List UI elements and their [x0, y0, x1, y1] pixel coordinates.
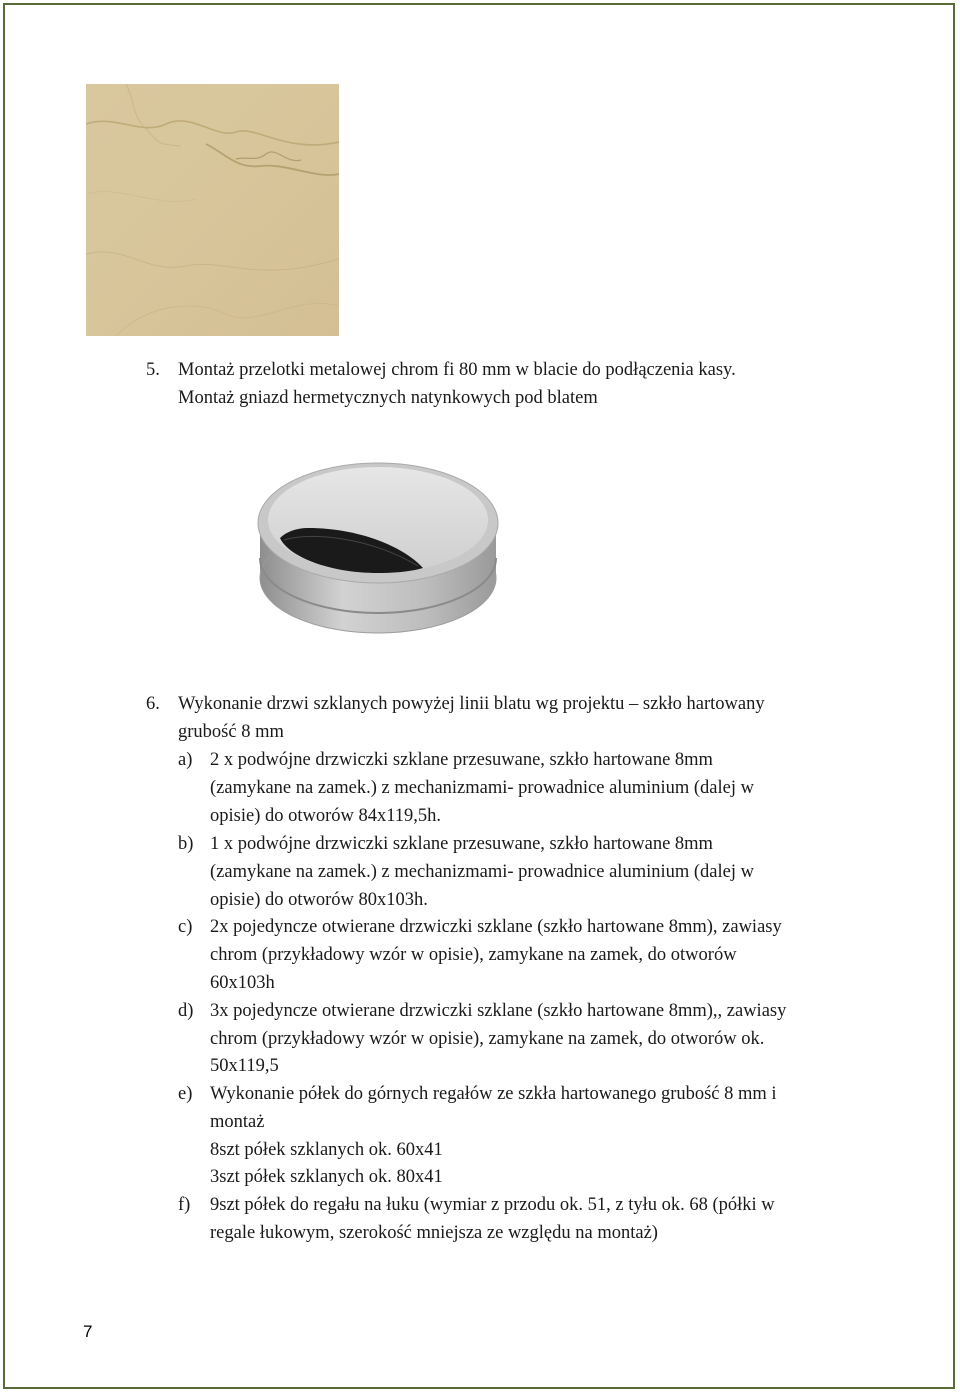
- page-number: 7: [83, 1322, 93, 1341]
- subitem-a-line-2: (zamykane na zamek.) z mechanizmami- prowadnice aluminium (dalej w: [210, 778, 754, 798]
- chrome-cable-grommet-icon: [248, 428, 508, 653]
- subitem-d-line-3: 50x119,5: [210, 1056, 279, 1076]
- item-6-line-1: Wykonanie drzwi szklanych powyżej linii blatu wg projektu – szkło hartowany: [178, 694, 765, 714]
- subitem-a-letter: a): [178, 750, 193, 770]
- item-5-line-2: Montaż gniazd hermetycznych natynkowych pod blatem: [178, 388, 598, 408]
- subitem-b-line-2: (zamykane na zamek.) z mechanizmami- prowadnice aluminium (dalej w: [210, 862, 754, 882]
- subitem-a-line-1: 2 x podwójne drzwiczki szklane przesuwane, szkło hartowane 8mm: [210, 750, 713, 770]
- subitem-b-line-1: 1 x podwójne drzwiczki szklane przesuwane, szkło hartowane 8mm: [210, 834, 713, 854]
- subitem-e-letter: e): [178, 1084, 193, 1104]
- subitem-d-line-2: chrom (przykładowy wzór w opisie), zamykane na zamek, do otworów ok.: [210, 1029, 765, 1049]
- subitem-e-line-4: 3szt półek szklanych ok. 80x41: [210, 1167, 443, 1187]
- subitem-e-line-2: montaż: [210, 1112, 265, 1132]
- subitem-e-line-1: Wykonanie półek do górnych regałów ze szkła hartowanego grubość 8 mm i: [210, 1084, 777, 1104]
- grommet-image: [248, 428, 508, 653]
- item-6-number: 6.: [146, 694, 160, 714]
- item-6-line-2: grubość 8 mm: [178, 722, 284, 742]
- subitem-a-line-3: opisie) do otworów 84x119,5h.: [210, 806, 442, 826]
- subitem-e-line-3: 8szt półek szklanych ok. 60x41: [210, 1140, 443, 1160]
- subitem-f-letter: f): [178, 1195, 191, 1215]
- subitem-d-letter: d): [178, 1001, 194, 1021]
- subitem-f-line-1: 9szt półek do regału na łuku (wymiar z przodu ok. 51, z tyłu ok. 68 (półki w: [210, 1195, 775, 1215]
- marble-sample-image: [86, 84, 339, 336]
- subitem-d-line-1: 3x pojedyncze otwierane drzwiczki szklane (szkło hartowane 8mm),, zawiasy: [210, 1001, 787, 1021]
- subitem-c-letter: c): [178, 917, 193, 937]
- subitem-c-line-1: 2x pojedyncze otwierane drzwiczki szklane (szkło hartowane 8mm), zawiasy: [210, 917, 782, 937]
- subitem-c-line-3: 60x103h: [210, 973, 275, 993]
- item-5-line-1: Montaż przelotki metalowej chrom fi 80 mm w blacie do podłączenia kasy.: [178, 360, 736, 380]
- subitem-c-line-2: chrom (przykładowy wzór w opisie), zamykane na zamek, do otworów: [210, 945, 737, 965]
- item-5-number: 5.: [146, 360, 160, 380]
- subitem-f-line-2: regale łukowym, szerokość mniejsza ze względu na montaż): [210, 1223, 658, 1243]
- marble-texture-icon: [86, 84, 339, 336]
- subitem-b-letter: b): [178, 834, 194, 854]
- subitem-b-line-3: opisie) do otworów 80x103h.: [210, 890, 428, 910]
